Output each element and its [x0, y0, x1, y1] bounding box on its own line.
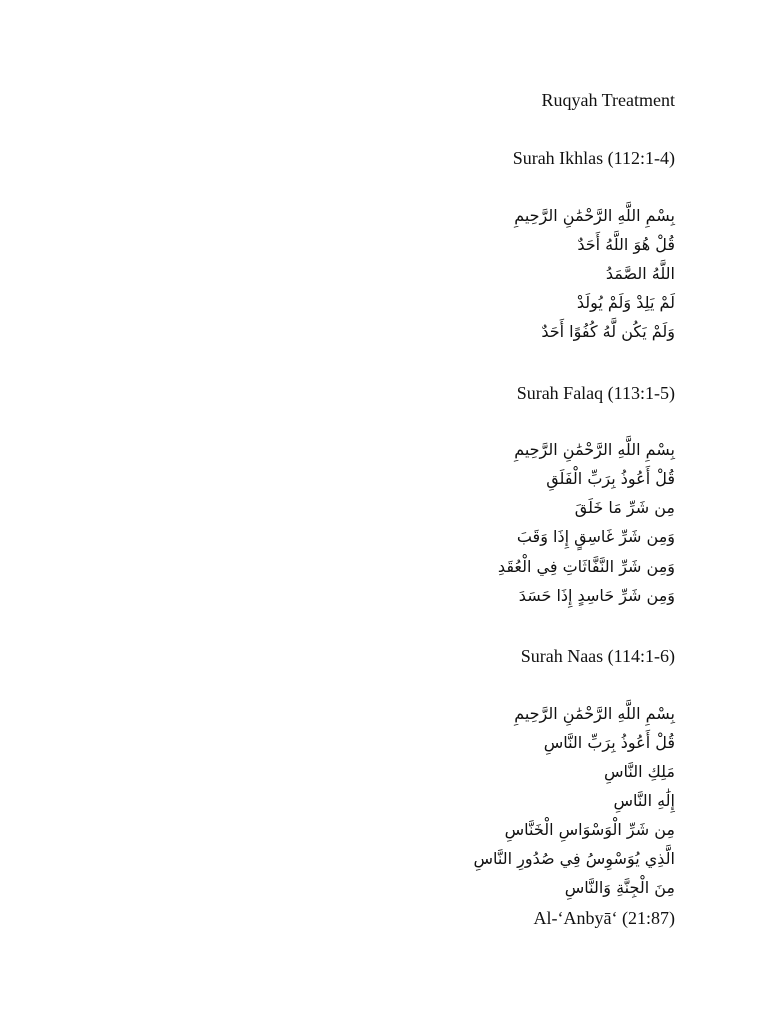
verse-line: لَمْ يَلِدْ وَلَمْ يُولَدْ — [576, 293, 675, 312]
verse-line: مَلِكِ النَّاسِ — [604, 762, 675, 781]
verse-line: مِن شَرِّ الْوَسْوَاسِ الْخَنَّاسِ — [504, 820, 675, 839]
verse-line: قُلْ أَعُوذُ بِرَبِّ النَّاسِ — [543, 733, 675, 752]
verse-line: بِسْمِ اللَّهِ الرَّحْمَٰنِ الرَّحِيمِ — [514, 704, 675, 723]
verse-line: قُلْ هُوَ اللَّهُ أَحَدٌ — [577, 235, 675, 254]
verse-line: إِلَٰهِ النَّاسِ — [613, 791, 675, 810]
page-heading: Ruqyah Treatment — [541, 90, 675, 110]
verse-line: وَلَمْ يَكُن لَّهُ كُفُوًا أَحَدٌ — [541, 322, 675, 341]
verse-line: وَمِن شَرِّ النَّفَّاثَاتِ فِي الْعُقَدِ — [497, 557, 675, 576]
verse-line: بِسْمِ اللَّهِ الرَّحْمَٰنِ الرَّحِيمِ — [514, 440, 675, 459]
verse-line: مِن شَرِّ مَا خَلَقَ — [574, 498, 675, 517]
verse-line: اللَّهُ الصَّمَدُ — [605, 264, 675, 283]
verse-line: بِسْمِ اللَّهِ الرَّحْمَٰنِ الرَّحِيمِ — [514, 206, 675, 225]
verse-line: وَمِن شَرِّ حَاسِدٍ إِذَا حَسَدَ — [518, 586, 675, 605]
verse-line: الَّذِي يُوَسْوِسُ فِي صُدُورِ النَّاسِ — [473, 849, 675, 868]
verse-line: قُلْ أَعُوذُ بِرَبِّ الْفَلَقِ — [546, 469, 675, 488]
section-title-ikhlas: Surah Ikhlas (112:1-4) — [512, 148, 675, 168]
section-title-anbya: Al-‘Anbyā‘ (21:87) — [533, 908, 675, 928]
section-title-naas: Surah Naas (114:1-6) — [520, 646, 675, 666]
section-title-falaq: Surah Falaq (113:1-5) — [516, 383, 675, 403]
verse-line: مِنَ الْجِنَّةِ وَالنَّاسِ — [564, 878, 675, 897]
verse-line: وَمِن شَرِّ غَاسِقٍ إِذَا وَقَبَ — [516, 527, 675, 546]
